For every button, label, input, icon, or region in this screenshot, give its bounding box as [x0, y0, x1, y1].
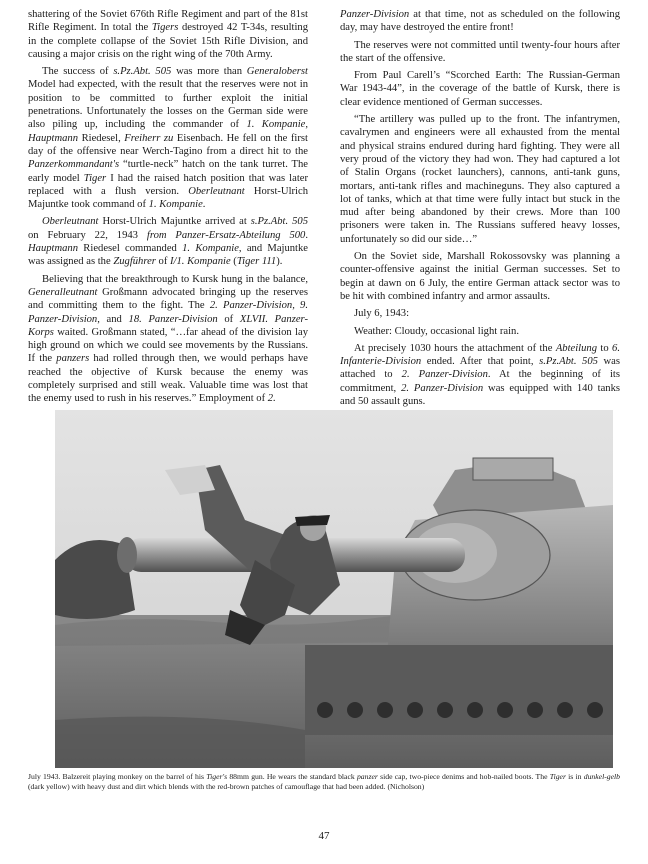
paragraph: [340, 69, 620, 109]
text-run: I had the raised hatch position that was later replaced with a flush version.: [28, 172, 308, 197]
paragraph: [340, 325, 620, 338]
italic-run: Freiherr zu: [124, 132, 174, 144]
paragraph: [340, 8, 620, 35]
text-run: “turtle-neck” hatch on the tank turret. The early model: [28, 159, 308, 184]
italic-run: 1. Kompanie: [246, 119, 306, 131]
text-run: ended. After that point,: [421, 356, 540, 368]
text-run: side cap, two-piece denims and hob-nailed boots. The: [377, 772, 550, 781]
text-run: at that time, not as scheduled on the following day, may have destroyed the entire front!: [340, 9, 620, 34]
paragraph: [340, 307, 620, 320]
paragraph: [340, 342, 620, 408]
italic-run: Abteilung: [555, 342, 598, 354]
photo-tiger-tank-gun-barrel: [55, 410, 613, 768]
italic-run: dunkel-gelb: [583, 772, 621, 781]
italic-run: Panzerkommandant's: [28, 159, 120, 171]
text-run: of: [217, 313, 240, 325]
text-run: . At the beginning of its commitment,: [340, 369, 620, 394]
text-run: Großmann advocated bringing up the reserves and committing them to the fight. The: [28, 286, 308, 312]
text-run: , and Majuntke was assigned as the: [28, 243, 309, 268]
italic-run: Oberleutnant: [42, 216, 99, 228]
italic-run: panzers: [56, 353, 90, 365]
italic-run: I/1. Kompanie: [170, 256, 231, 268]
italic-run: Panzer-Division: [340, 9, 410, 20]
text-run: on February 22, 1943: [28, 229, 147, 241]
text-run: Weather: Cloudy, occasional light rain.: [354, 325, 519, 337]
text-run: was equipped with 140 tanks and 50 assault guns.: [340, 382, 620, 408]
italic-run: s.Pz.Abt. 505: [250, 216, 308, 228]
text-run: ,: [305, 119, 308, 131]
text-run: The reserves were not committed until twenty-four hours after the start of the offensive.: [340, 39, 620, 64]
italic-run: Generaloberst: [246, 66, 308, 78]
text-run: .: [305, 229, 308, 241]
text-run: is in: [565, 772, 584, 781]
text-run: to: [597, 342, 613, 354]
text-run: shattering of the Soviet 676th Rifle Regiment and part of the 81st Rifle Regiment. In total the: [28, 9, 308, 34]
italic-run: s.Pz.Abt. 505: [539, 356, 598, 368]
italic-run: 2.: [267, 393, 276, 405]
text-run: had rolled through then, we would perhaps have reached the objective of Kursk because the enemy was completely surprised and still weak. Valuable time was lost that the enemy used to rush in his reserves.” Employment of: [28, 353, 308, 405]
text-run: was attached to: [340, 356, 621, 381]
text-run: (dark yellow) with heavy dust and dirt which blends with the red-brown patches of camouflage that had been added. (Nicholson): [28, 782, 425, 791]
text-run: , and: [97, 313, 129, 325]
italic-run: XLVII. Panzer-Korps: [28, 313, 308, 338]
italic-run: Tiger's: [206, 772, 228, 781]
text-run: was more than: [171, 66, 247, 78]
italic-run: Tigers: [151, 22, 179, 34]
text-run: At precisely 1030 hours the attachment of the: [354, 342, 556, 354]
italic-run: Tiger: [83, 172, 107, 184]
paragraph: [28, 8, 308, 61]
italic-run: from Panzer-Ersatz-Abteilung 500: [146, 229, 306, 241]
paragraph: [340, 113, 620, 246]
italic-run: Hauptmann: [28, 132, 79, 144]
italic-run: 2. Panzer-Division: [401, 369, 488, 381]
page-number: 47: [318, 830, 330, 842]
italic-run: Tiger: [549, 772, 566, 781]
italic-run: Oberleutnant: [188, 185, 245, 197]
italic-run: Generalleutnant: [28, 286, 98, 298]
text-run: of: [155, 256, 171, 268]
paragraph: [28, 65, 308, 211]
italic-run: 6. Infanterie-Division: [340, 342, 620, 368]
paragraph: [28, 215, 308, 268]
text-run: 88mm gun. He wears the standard black: [227, 772, 357, 781]
photo-caption: [28, 772, 620, 792]
text-run: Believing that the breakthrough to Kursk hung in the balance,: [42, 273, 308, 285]
italic-run: 1. Kompanie: [148, 199, 203, 211]
italic-run: 1. Kompanie: [182, 243, 239, 255]
paragraph: [340, 39, 620, 66]
italic-run: panzer: [356, 772, 378, 781]
text-run: The success of: [42, 66, 114, 78]
italic-run: 2. Panzer-Division, 9. Panzer-Division: [28, 300, 309, 325]
text-run: July 1943. Balzereit playing monkey on the barrel of his: [28, 772, 207, 781]
text-run: July 6, 1943:: [354, 308, 410, 320]
text-run: Horst-Ulrich Majuntke took command of: [28, 185, 308, 211]
italic-run: Hauptmann: [28, 243, 79, 255]
italic-run: Zugführer: [113, 256, 156, 268]
italic-run: s.Pz.Abt. 505: [113, 66, 172, 78]
text-run: Riedesel,: [78, 132, 125, 144]
text-run: destroyed 42 T-34s, resulting in the complete collapse of the Soviet 15th Rifle Division, and causing a major crisis on the right wing of the 70th Army.: [28, 22, 308, 60]
text-column-left: [28, 8, 308, 410]
text-run: “The artillery was pulled up to the front. The infantrymen, cavalrymen and engineers were all exhausted from the mental and physical strains endured during hard fighting. They were all very proud of the victory they had won. They had captured a lot of Stalin Organs (rocket launchers), cannons, anti-tank guns, mortars, anti-tank rifles and machineguns. They also captured a lot of tanks, which at that time were fully intact but stuck in the mud after being abandoned by their crews. More than 100 prisoners were taken in. The Russians suffered heavy losses, unfortunately so did our side…”: [340, 114, 620, 245]
text-column-right: [340, 8, 620, 412]
italic-run: 18. Panzer-Division: [128, 313, 218, 325]
text-run: waited. Großmann stated, “…far ahead of the division lay high ground on which we could see movements by the Russians. If the: [28, 326, 308, 365]
text-run: On the Soviet side, Marshall Rokossovsky was planning a counter-offensive against the initial German successes. Set to begin at dawn on 6 July, the entire German attack sector was to be hit with combined infantry and armor assaults.: [340, 251, 620, 302]
text-run: .: [202, 199, 206, 211]
italic-run: 2. Panzer-Division: [401, 382, 484, 394]
text-run: Eisenbach. He fell on the first day of the offensive near Werch-Tagino from a direct hit to the: [28, 132, 308, 157]
italic-run: Tiger 111: [236, 256, 277, 268]
text-run: Model had expected, with the result that the reserves were not in position to be committed to further exploit the initial penetrations. Unfortunately the losses on the German side were also piling up, including the commander of: [28, 79, 308, 131]
text-run: Riedesel commanded: [78, 243, 183, 255]
paragraph: [28, 273, 308, 406]
text-run: Horst-Ulrich Majuntke arrived at: [98, 216, 251, 228]
text-run: (: [230, 256, 237, 268]
text-run: From Paul Carell’s “Scorched Earth: The Russian-German War 1943-44”, in the coverage of the battle of Kursk, there is clear evidence mentioned of German successes.: [340, 70, 620, 108]
paragraph: [340, 250, 620, 303]
text-run: ).: [276, 256, 283, 268]
